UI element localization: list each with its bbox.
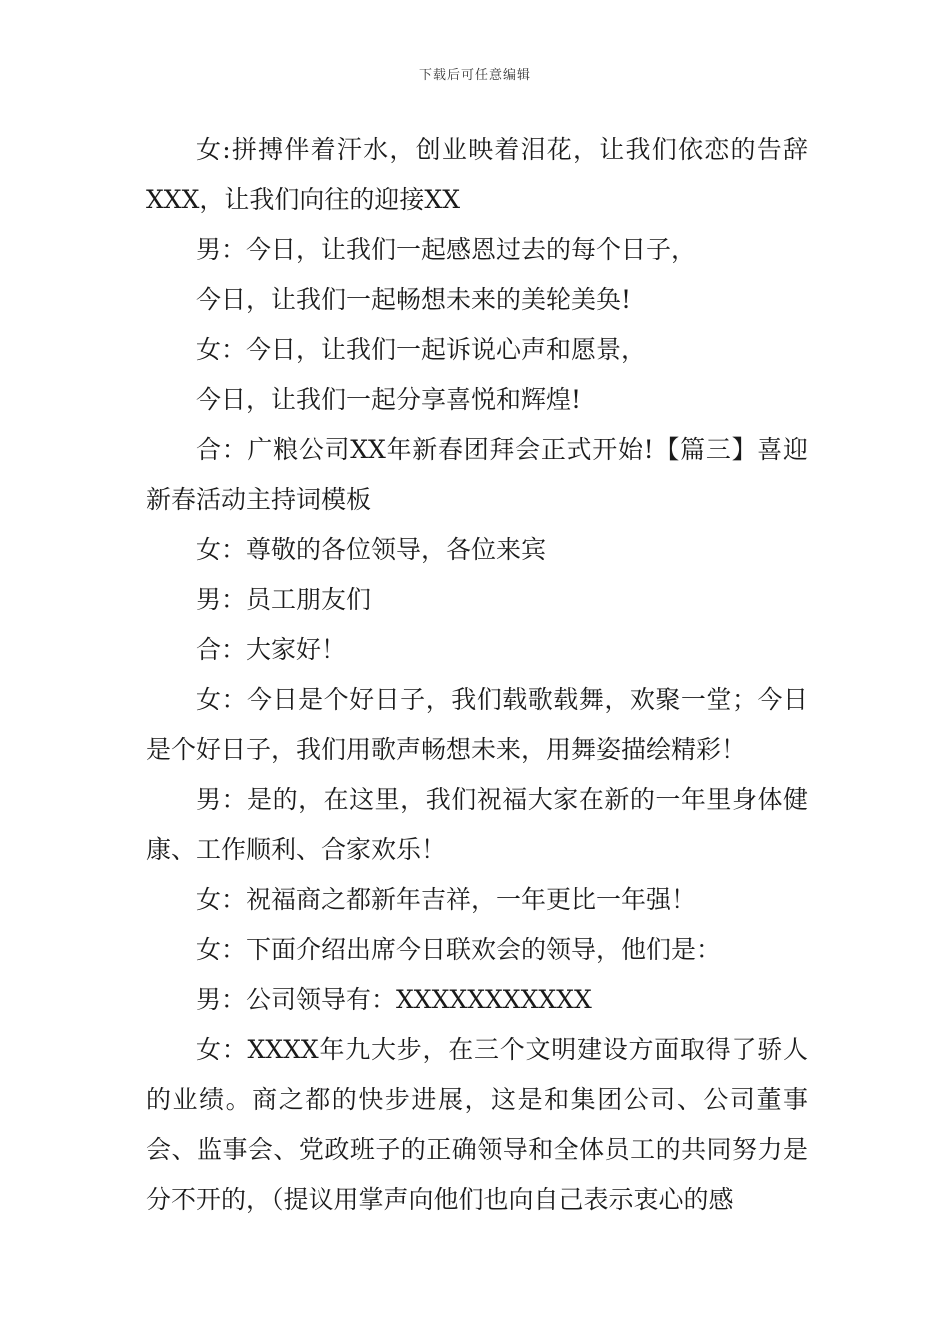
paragraph: 合：大家好！ xyxy=(196,635,347,664)
paragraph: 女：XXXX年九大步，在三个文明建设方面取得了骄人的业绩。商之都的快步进展，这是和集团公司、公司董事会、监事会、党政班子的正确领导和全体员工的共同努力是分不开的，（提议用掌声向他们也向自己表示衷心的感 xyxy=(146,1035,808,1214)
paragraph: 女：下面介绍出席今日联欢会的领导，他们是： xyxy=(196,935,722,964)
paragraph: 女：今日是个好日子，我们载歌载舞，欢聚一堂；今日是个好日子，我们用歌声畅想未来，用舞姿描绘精彩！ xyxy=(146,685,808,764)
page-header: 下载后可任意编辑 xyxy=(418,68,531,83)
paragraph: 女:拼搏伴着汗水，创业映着泪花，让我们依恋的告辞XXX，让我们向往的迎接XX xyxy=(146,135,808,214)
paragraph: 女：祝福商之都新年吉祥，一年更比一年强！ xyxy=(196,885,697,914)
paragraph: 合：广粮公司XX年新春团拜会正式开始!【篇三】喜迎新春活动主持词模板 xyxy=(146,435,808,514)
paragraph: 男：今日，让我们一起感恩过去的每个日子， xyxy=(196,235,697,264)
paragraph: 女：今日，让我们一起诉说心声和愿景， xyxy=(196,335,647,364)
paragraph: 男：公司领导有：XXXXXXXXXXX xyxy=(196,985,592,1014)
paragraph: 今日，让我们一起畅想未来的美轮美奂! xyxy=(196,285,632,314)
paragraph: 女：尊敬的各位领导，各位来宾 xyxy=(196,535,547,564)
paragraph: 男：是的，在这里，我们祝福大家在新的一年里身体健康、工作顺利、合家欢乐！ xyxy=(146,785,808,864)
document-body xyxy=(146,125,808,1225)
paragraph: 今日，让我们一起分享喜悦和辉煌! xyxy=(196,385,582,414)
paragraph: 男：员工朋友们 xyxy=(196,585,372,614)
